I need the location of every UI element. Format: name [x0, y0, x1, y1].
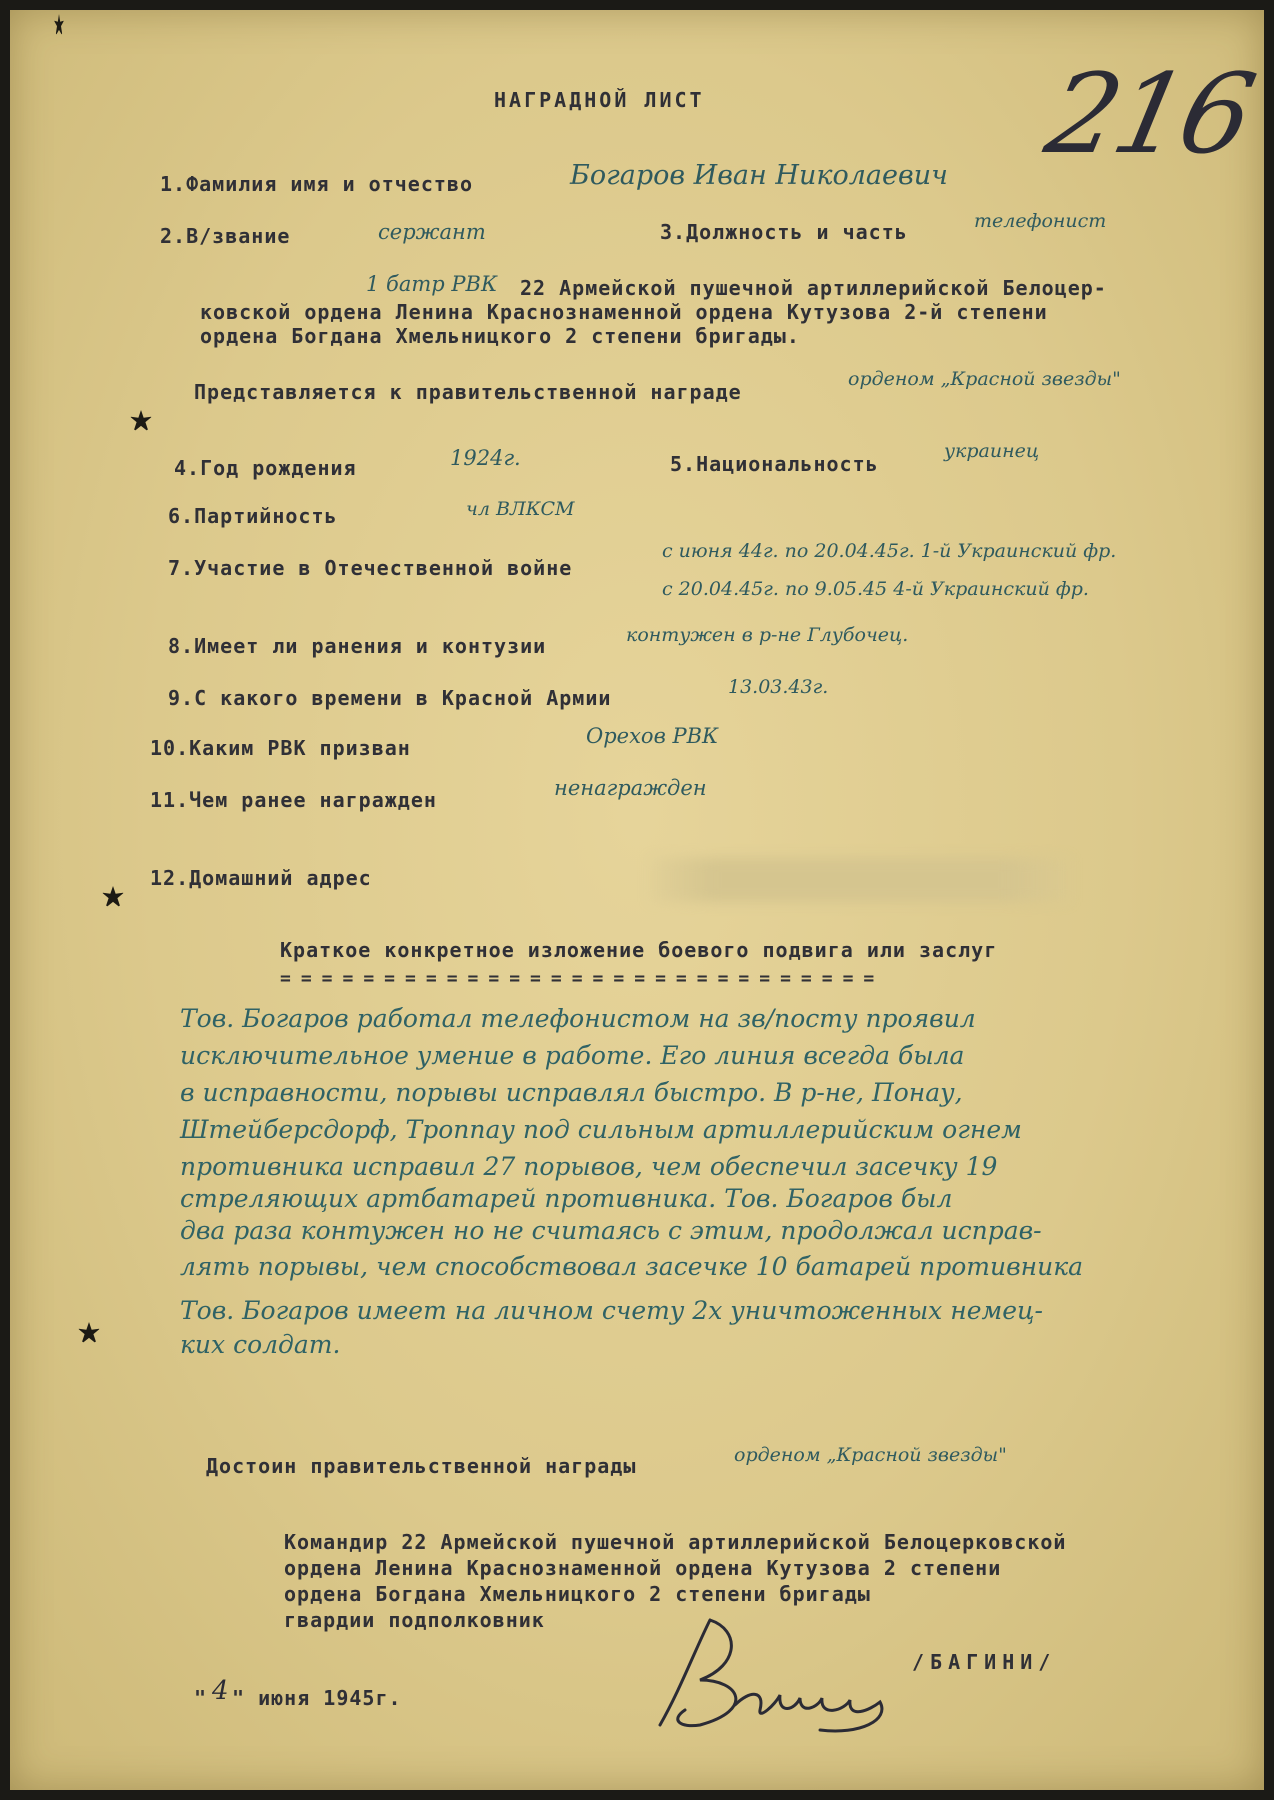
unit-line-3: ордена Богдана Хмельницкого 2 степени бригады. [200, 324, 800, 348]
worthy-label: Достоин правительственной награды [206, 1454, 637, 1478]
field-6-value: чл ВЛКСМ [466, 498, 575, 520]
punch-hole-middle [102, 886, 124, 908]
field-4-value: 1924г. [450, 446, 521, 470]
field-2-value: сержант [378, 220, 486, 244]
field-7-value-line-1: с июня 44г. по 20.04.45г. 1-й Украинский фр. [662, 540, 1117, 562]
date-rest: " июня 1945г. [232, 1686, 402, 1710]
field-8-label: 8.Имеет ли ранения и контузии [168, 634, 547, 658]
field-3-value: телефонист [974, 210, 1107, 232]
presented-label: Представляется к правительственной награде [194, 380, 742, 404]
commander-line-2: ордена Ленина Краснознаменной ордена Кутузова 2 степени [284, 1556, 1002, 1580]
punch-hole-bottom [78, 1322, 100, 1344]
field-1-value: Богаров Иван Николаевич [570, 160, 948, 191]
field-4-label: 4.Год рождения [174, 456, 357, 480]
commander-line-1: Командир 22 Армейской пушечной артиллерийской Белоцерковской [284, 1530, 1067, 1554]
field-9-value: 13.03.43г. [728, 676, 829, 698]
commander-line-3: ордена Богдана Хмельницкого 2 степени бригады [284, 1582, 871, 1606]
award-sheet [10, 10, 1264, 1790]
narrative-line: два раза контужен но не считаясь с этим, продолжал исправ- [180, 1216, 1042, 1245]
field-5-label: 5.Национальность [670, 452, 879, 476]
unit-line-1: 22 Армейской пушечной артиллерийской Белоцер- [520, 276, 1107, 300]
presented-value: орденом „Красной звезды" [848, 368, 1121, 390]
commander-signature [640, 1610, 920, 1740]
narrative-line: в исправности, порывы исправлял быстро. В р-не, Понау, [180, 1078, 963, 1107]
narrative-line: Тов. Богаров работал телефонистом на зв/посту проявил [180, 1004, 976, 1033]
signer-name: /БАГИНИ/ [912, 1650, 1057, 1674]
commander-line-4: гвардии подполковник [284, 1608, 545, 1632]
narrative-line: противника исправил 27 порывов, чем обеспечил засечку 19 [180, 1152, 998, 1181]
field-12-label: 12.Домашний адрес [150, 866, 372, 890]
field-11-value: ненагражден [554, 776, 707, 800]
narrative-line: стреляющих артбатарей противника. Тов. Богаров был [180, 1184, 953, 1213]
narrative-line: Тов. Богаров имеет на личном счету 2х уничтоженных немец- [180, 1296, 1043, 1325]
narrative-line: лять порывы, чем способствовал засечке 10 батарей противника [180, 1252, 1084, 1281]
punch-hole-top [130, 410, 152, 432]
field-11-label: 11.Чем ранее награжден [150, 788, 437, 812]
narrative-line: Штейберсдорф, Троппау под сильным артиллерийским огнем [180, 1115, 1022, 1144]
narrative-line: исключительное умение в работе. Его линия всегда была [180, 1041, 965, 1070]
field-3-label: 3.Должность и часть [660, 220, 908, 244]
section-underline: ============================= [280, 968, 885, 989]
archive-number: 216 [1036, 50, 1262, 178]
worthy-value: орденом „Красной звезды" [734, 1444, 1007, 1466]
date-day: 4 [212, 1676, 229, 1706]
field-10-value: Орехов РВК [586, 724, 719, 748]
field-6-label: 6.Партийность [168, 504, 338, 528]
field-7-label: 7.Участие в Отечественной войне [168, 556, 573, 580]
field-7-value-line-2: с 20.04.45г. по 9.05.45 4-й Украинский фр. [662, 578, 1089, 600]
narrative-line: ких солдат. [180, 1330, 341, 1359]
punch-hole-corner [54, 14, 64, 36]
field-8-value: контужен в р-не Глубочец. [626, 624, 909, 646]
field-5-value: украинец [944, 440, 1040, 462]
unit-handwritten: 1 батр РВК [366, 272, 498, 296]
section-heading: Краткое конкретное изложение боевого подвига или заслуг [280, 938, 998, 962]
date-quote-open: " [194, 1686, 208, 1710]
field-2-label: 2.В/звание [160, 224, 291, 248]
field-1-label: 1.Фамилия имя и отчество [160, 172, 473, 196]
unit-line-2: ковской ордена Ленина Краснознаменной ордена Кутузова 2-й степени [200, 300, 1048, 324]
page-title: НАГРАДНОЙ ЛИСТ [494, 88, 705, 112]
redacted-address [650, 858, 1070, 902]
field-10-label: 10.Каким РВК призван [150, 736, 411, 760]
field-9-label: 9.С какого времени в Красной Армии [168, 686, 612, 710]
